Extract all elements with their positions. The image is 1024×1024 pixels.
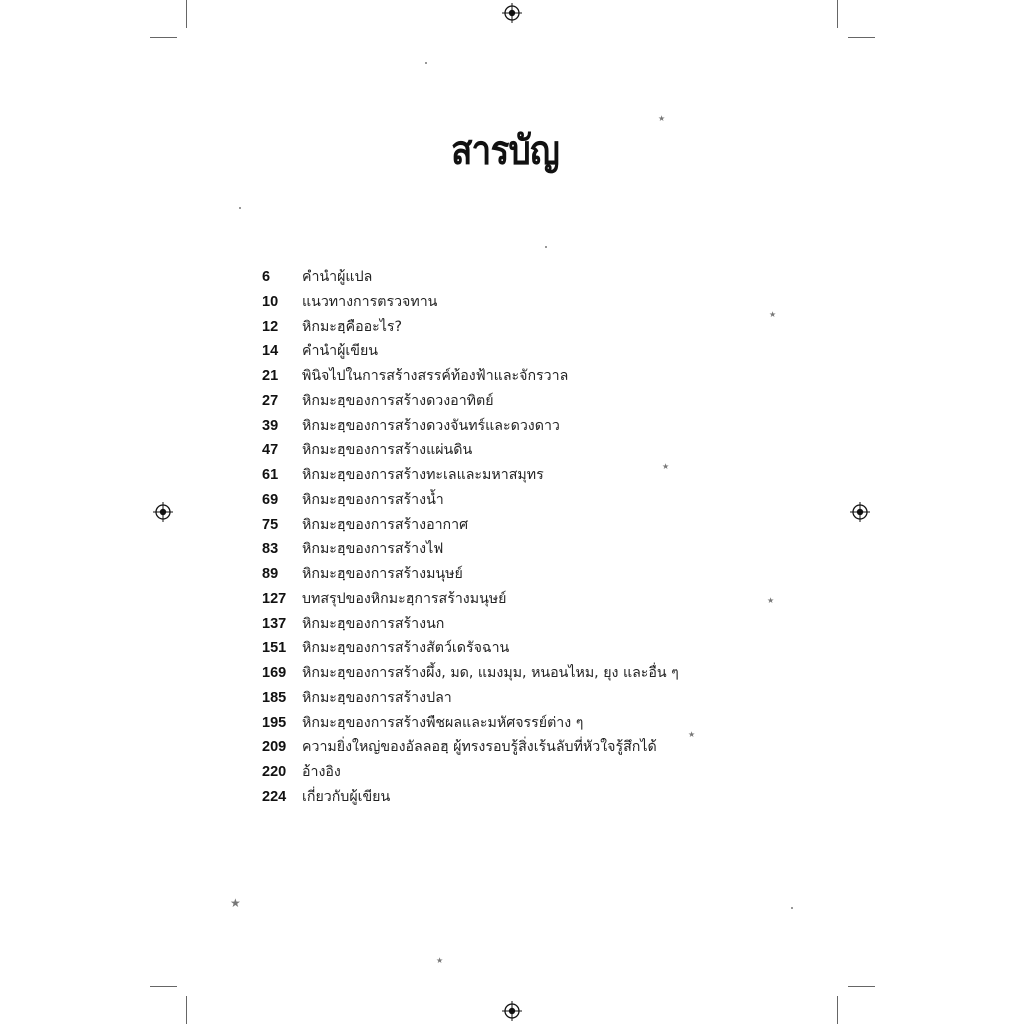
star-icon: ★ bbox=[769, 310, 777, 319]
toc-entry-title: บทสรุปของหิกมะฮฺการสร้างมนุษย์ bbox=[302, 590, 507, 607]
toc-entry-title: หิกมะฮฺของการสร้างมนุษย์ bbox=[302, 566, 463, 582]
registration-mark-icon bbox=[502, 1001, 522, 1021]
toc-page-number: 61 bbox=[262, 467, 279, 483]
speck-dot bbox=[791, 907, 793, 909]
crop-mark-top-left-h bbox=[150, 37, 177, 38]
toc-page-number: 27 bbox=[262, 392, 279, 409]
toc-entry-title: หิกมะฮฺของการสร้างสัตว์เดรัจฉาน bbox=[302, 640, 510, 657]
registration-mark-icon bbox=[850, 502, 870, 522]
toc-entry-title: หิกมะฮฺของการสร้างผึ้ง, มด, แมงมุม, หนอนไหม, ยุง และอื่น ๆ bbox=[302, 665, 679, 681]
toc-page-number: 127 bbox=[262, 590, 287, 607]
toc-page-number: 6 bbox=[262, 269, 271, 285]
star-icon: ★ bbox=[436, 956, 444, 965]
toc-entry bbox=[262, 761, 782, 786]
crop-mark-top-right-v bbox=[837, 0, 838, 28]
toc-page-number: 83 bbox=[262, 541, 279, 558]
star-icon: ★ bbox=[658, 114, 666, 123]
toc-page-number: 137 bbox=[262, 615, 287, 632]
speck-dot bbox=[425, 62, 427, 64]
toc-entry-title: หิกมะฮฺของการสร้างอากาศ bbox=[302, 516, 469, 533]
toc-entry-title: หิกมะฮฺของการสร้างแผ่นดิน bbox=[302, 442, 473, 459]
toc-page-number: 21 bbox=[262, 368, 279, 384]
toc-page-number: 75 bbox=[262, 516, 279, 533]
toc-page-number: 209 bbox=[262, 739, 287, 756]
crop-mark-bottom-right-v bbox=[837, 996, 838, 1024]
toc-page-number: 151 bbox=[262, 640, 287, 657]
crop-mark-bottom-left-h bbox=[150, 986, 177, 987]
toc-entry bbox=[262, 489, 782, 514]
toc-entry-title: หิกมะฮฺของการสร้างไฟ bbox=[302, 541, 444, 558]
toc-entry-title: คำนำผู้แปล bbox=[302, 269, 373, 285]
toc-entry bbox=[262, 588, 782, 613]
toc-entry bbox=[262, 439, 782, 464]
toc-entry bbox=[262, 563, 782, 588]
toc-entry-title: หิกมะฮฺของการสร้างปลา bbox=[302, 689, 452, 706]
toc-entry bbox=[262, 390, 782, 415]
toc-entry bbox=[262, 712, 782, 737]
registration-mark-icon bbox=[502, 3, 522, 23]
toc-page-number: 10 bbox=[262, 293, 279, 310]
toc-entry bbox=[262, 291, 782, 316]
toc-entry bbox=[262, 514, 782, 539]
toc-entry bbox=[262, 662, 782, 687]
toc-entry-title: พินิจไปในการสร้างสรรค์ท้องฟ้าและจักรวาล bbox=[302, 368, 569, 384]
toc-entry bbox=[262, 613, 782, 638]
toc-page-number: 169 bbox=[262, 665, 287, 681]
toc-entry-title: ความยิ่งใหญ่ของอัลลอฮฺ ผู้ทรงรอบรู้สิ่งเร้นลับที่หัวใจรู้สึกได้ bbox=[302, 739, 657, 756]
toc-page-number: 89 bbox=[262, 566, 279, 582]
toc-entry bbox=[262, 637, 782, 662]
toc-entry-title: หิกมะฮฺของการสร้างทะเลและมหาสมุทร bbox=[302, 467, 544, 483]
registration-mark-icon bbox=[153, 502, 173, 522]
table-of-contents bbox=[262, 266, 782, 811]
star-icon: ★ bbox=[767, 596, 775, 605]
toc-entry-title: หิกมะฮฺของการสร้างพืชผลและมหัศจรรย์ต่าง ๆ bbox=[302, 714, 584, 731]
toc-page-number: 195 bbox=[262, 714, 287, 731]
toc-page-number: 47 bbox=[262, 442, 279, 459]
speck-dot bbox=[545, 246, 547, 248]
toc-entry bbox=[262, 266, 782, 291]
toc-entry bbox=[262, 538, 782, 563]
toc-entry bbox=[262, 736, 782, 761]
toc-entry-title: หิกมะฮฺของการสร้างดวงอาทิตย์ bbox=[302, 392, 494, 409]
toc-entry bbox=[262, 464, 782, 489]
toc-entry-title: หิกมะฮฺของการสร้างนก bbox=[302, 615, 445, 632]
toc-entry-title: หิกมะฮฺคืออะไร? bbox=[302, 318, 403, 335]
toc-entry-title: เกี่ยวกับผู้เขียน bbox=[302, 788, 391, 805]
crop-mark-bottom-right-h bbox=[848, 986, 875, 987]
toc-page-number: 12 bbox=[262, 318, 279, 335]
toc-page-number: 14 bbox=[262, 343, 279, 360]
crop-mark-top-left-v bbox=[186, 0, 187, 28]
toc-entry bbox=[262, 340, 782, 365]
toc-entry bbox=[262, 786, 782, 811]
toc-page-number: 224 bbox=[262, 788, 287, 805]
toc-page-number: 220 bbox=[262, 764, 287, 780]
toc-entry bbox=[262, 365, 782, 390]
toc-entry-title: คำนำผู้เขียน bbox=[302, 343, 378, 360]
toc-entry bbox=[262, 415, 782, 440]
toc-entry-title: อ้างอิง bbox=[302, 764, 341, 780]
toc-entry bbox=[262, 687, 782, 712]
speck-dot bbox=[239, 207, 241, 209]
toc-page-number: 39 bbox=[262, 417, 279, 434]
toc-entry-title: หิกมะฮฺของการสร้างน้ำ bbox=[302, 491, 444, 508]
toc-page-number: 69 bbox=[262, 491, 279, 508]
page-title: สารบัญ bbox=[450, 128, 560, 174]
crop-mark-top-right-h bbox=[848, 37, 875, 38]
toc-entry-title: แนวทางการตรวจทาน bbox=[302, 293, 438, 310]
toc-page-number: 185 bbox=[262, 689, 287, 706]
star-icon: ★ bbox=[688, 730, 696, 739]
star-icon: ★ bbox=[662, 462, 670, 471]
toc-entry-title: หิกมะฮฺของการสร้างดวงจันทร์และดวงดาว bbox=[302, 417, 560, 434]
toc-entry bbox=[262, 316, 782, 341]
star-icon: ★ bbox=[230, 896, 241, 910]
crop-mark-bottom-left-v bbox=[186, 996, 187, 1024]
